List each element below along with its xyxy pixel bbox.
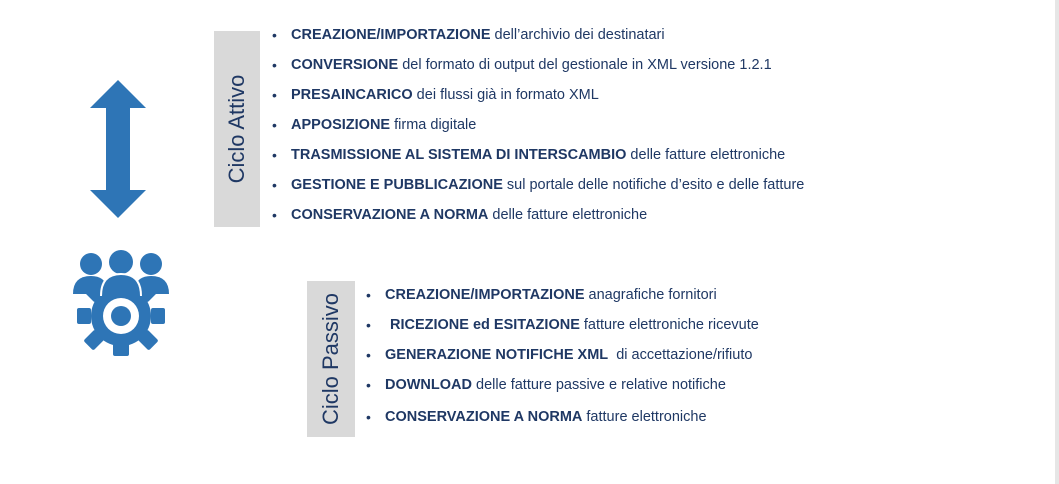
double-arrow-icon <box>90 80 146 218</box>
bullet-icon: • <box>272 57 277 73</box>
ciclo-attivo-label: Ciclo Attivo <box>224 74 249 184</box>
ciclo-attivo-list <box>272 25 805 235</box>
bullet-icon: • <box>272 27 277 43</box>
ciclo-passivo-list <box>366 285 759 437</box>
list-item: • CONSERVAZIONE A NORMA fatture elettroniche <box>366 409 707 425</box>
list-item: • CONVERSIONE del formato di output del gestionale in XML versione 1.2.1 <box>272 57 772 73</box>
list-item: • DOWNLOAD delle fatture passive e relative notifiche <box>366 377 726 393</box>
list-item: • RICEZIONE ed ESITAZIONE fatture elettroniche ricevute <box>366 317 759 333</box>
bullet-icon: • <box>366 409 371 425</box>
list-item: • GENERAZIONE NOTIFICHE XML di accettazione/rifiuto <box>366 347 753 363</box>
list-item: • CREAZIONE/IMPORTAZIONE dell’archivio dei destinatari <box>272 27 665 43</box>
right-edge-strip <box>1055 0 1059 484</box>
bullet-icon: • <box>272 207 277 223</box>
bullet-icon: • <box>366 287 371 303</box>
ciclo-passivo-band <box>307 281 355 437</box>
list-item: • GESTIONE E PUBBLICAZIONE sul portale delle notifiche d’esito e delle fatture <box>272 177 805 193</box>
bullet-icon: • <box>272 87 277 103</box>
bullet-icon: • <box>272 147 277 163</box>
bullet-icon: • <box>366 317 371 333</box>
list-item: • PRESAINCARICO dei flussi già in formato XML <box>272 87 599 103</box>
list-item: • CONSERVAZIONE A NORMA delle fatture elettroniche <box>272 207 648 223</box>
ciclo-attivo-band <box>214 31 260 227</box>
team-gear-icon <box>67 250 175 356</box>
bullet-icon: • <box>272 117 277 133</box>
bullet-icon: • <box>366 377 371 393</box>
ciclo-passivo-label: Ciclo Passivo <box>318 292 343 426</box>
list-item: • CREAZIONE/IMPORTAZIONE anagrafiche fornitori <box>366 287 717 303</box>
list-item: • TRASMISSIONE AL SISTEMA DI INTERSCAMBIO delle fatture elettroniche <box>272 147 786 163</box>
list-item: • APPOSIZIONE firma digitale <box>272 117 477 133</box>
bullet-icon: • <box>366 347 371 363</box>
bullet-icon: • <box>272 177 277 193</box>
